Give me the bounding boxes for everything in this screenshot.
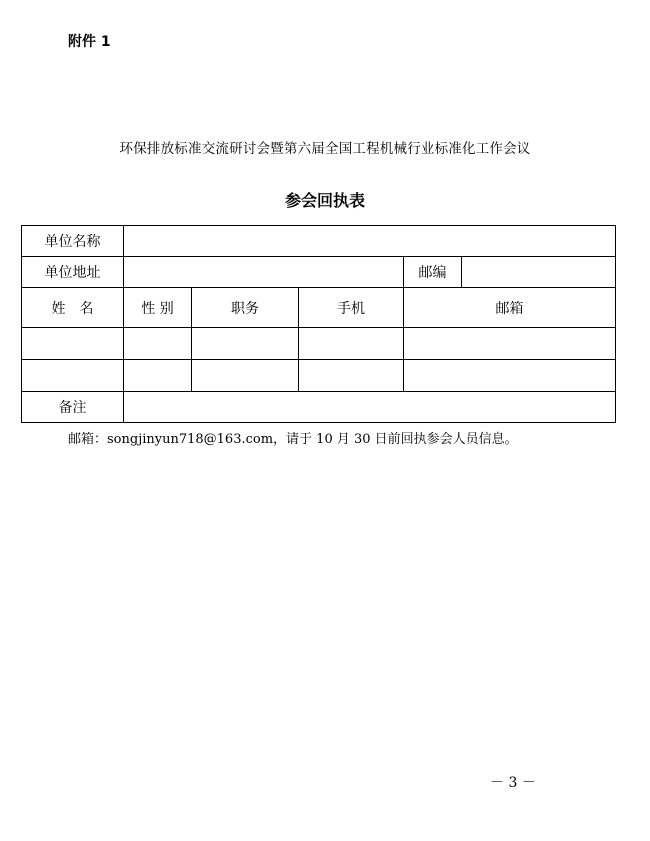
remarks-label: 备注 (22, 392, 124, 423)
registration-table (21, 225, 616, 423)
attendee-gender-cell[interactable] (124, 360, 192, 392)
attendee-row (22, 328, 616, 360)
header-name: 姓 名 (22, 288, 124, 328)
attendee-email-cell[interactable] (404, 328, 616, 360)
submission-note: 邮箱：songjinyun718@163.com，请于 10 月 30 日前回执参会人员信息。 (68, 432, 518, 447)
attendee-row (22, 360, 616, 392)
remarks-row (22, 392, 616, 423)
attendee-header-row (22, 288, 616, 328)
page-number: － 3 － (490, 775, 536, 791)
header-mobile: 手机 (299, 288, 404, 328)
unit-address-field[interactable] (124, 257, 404, 288)
header-position: 职务 (192, 288, 299, 328)
postcode-label: 邮编 (404, 257, 462, 288)
unit-name-row (22, 226, 616, 257)
unit-address-label: 单位地址 (22, 257, 124, 288)
attachment-label: 附件 1 (68, 34, 111, 50)
header-gender: 性 别 (124, 288, 192, 328)
header-email: 邮箱 (404, 288, 616, 328)
unit-address-row (22, 257, 616, 288)
remarks-field[interactable] (124, 392, 616, 423)
attendee-mobile-cell[interactable] (299, 328, 404, 360)
attendee-name-cell[interactable] (22, 360, 124, 392)
attendee-position-cell[interactable] (192, 360, 299, 392)
unit-name-label: 单位名称 (22, 226, 124, 257)
postcode-field[interactable] (462, 257, 616, 288)
unit-name-field[interactable] (124, 226, 616, 257)
attendee-position-cell[interactable] (192, 328, 299, 360)
form-title: 参会回执表 (284, 191, 365, 210)
attendee-mobile-cell[interactable] (299, 360, 404, 392)
conference-title: 环保排放标准交流研讨会暨第六届全国工程机械行业标准化工作会议 (119, 141, 531, 157)
attendee-email-cell[interactable] (404, 360, 616, 392)
attendee-gender-cell[interactable] (124, 328, 192, 360)
attendee-name-cell[interactable] (22, 328, 124, 360)
